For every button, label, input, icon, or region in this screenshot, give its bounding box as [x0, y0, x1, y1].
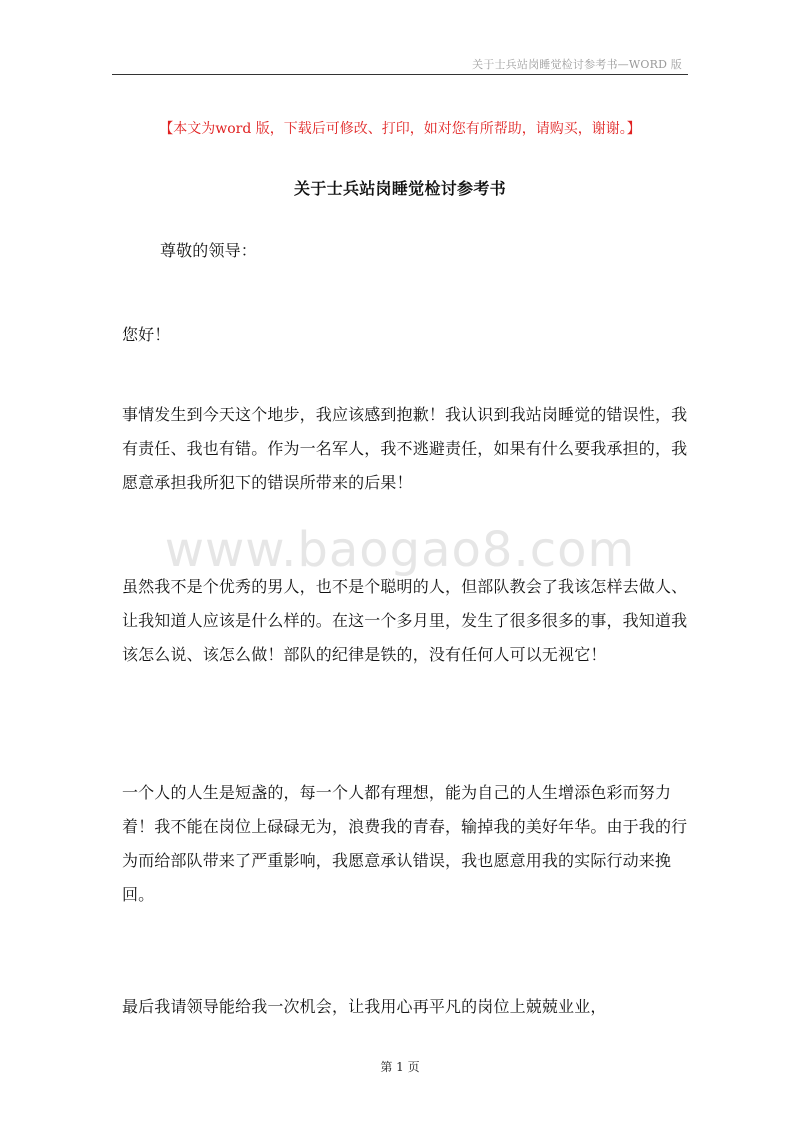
body-paragraph-3: 一个人的人生是短盏的，每一个人都有理想，能为自己的人生增添色彩而努力着！我不能在岗位上碌碌无为，浪费我的青春，输掉我的美好年华。由于我的行为而给部队带来了严重影响，我愿意承认错误，我也愿意用我的实际行动来挽回。 — [122, 783, 688, 904]
download-notice: 【本文为word 版，下载后可修改、打印，如对您有所帮助，请购买，谢谢。】 — [159, 121, 641, 137]
watermark-text: www.baogao8.com — [164, 522, 636, 578]
salutation: 尊敬的领导： — [160, 241, 257, 260]
header-divider — [112, 74, 688, 75]
document-title: 关于士兵站岗睡觉检讨参考书 — [294, 179, 506, 198]
running-header: 关于士兵站岗睡觉检讨参考书—WORD 版 — [472, 58, 682, 71]
body-paragraph-4: 最后我请领导能给我一次机会，让我用心再平凡的岗位上兢兢业业， — [122, 997, 607, 1016]
body-paragraph-1: 事情发生到今天这个地步，我应该感到抱歉！我认识到我站岗睡觉的错误性，我有责任、我也有错。作为一名军人，我不逃避责任，如果有什么要我承担的，我愿意承担我所犯下的错误所带来的后果！ — [122, 405, 688, 492]
greeting: 您好！ — [122, 325, 171, 344]
body-paragraph-2: 虽然我不是个优秀的男人，也不是个聪明的人，但部队教会了我该怎样去做人、让我知道人应该是什么样的。在这一个多月里，发生了很多很多的事，我知道我该怎么说、该怎么做！部队的纪律是铁的，没有任何人可以无视它！ — [122, 577, 688, 664]
page-number: 第 1 页 — [380, 1060, 420, 1074]
